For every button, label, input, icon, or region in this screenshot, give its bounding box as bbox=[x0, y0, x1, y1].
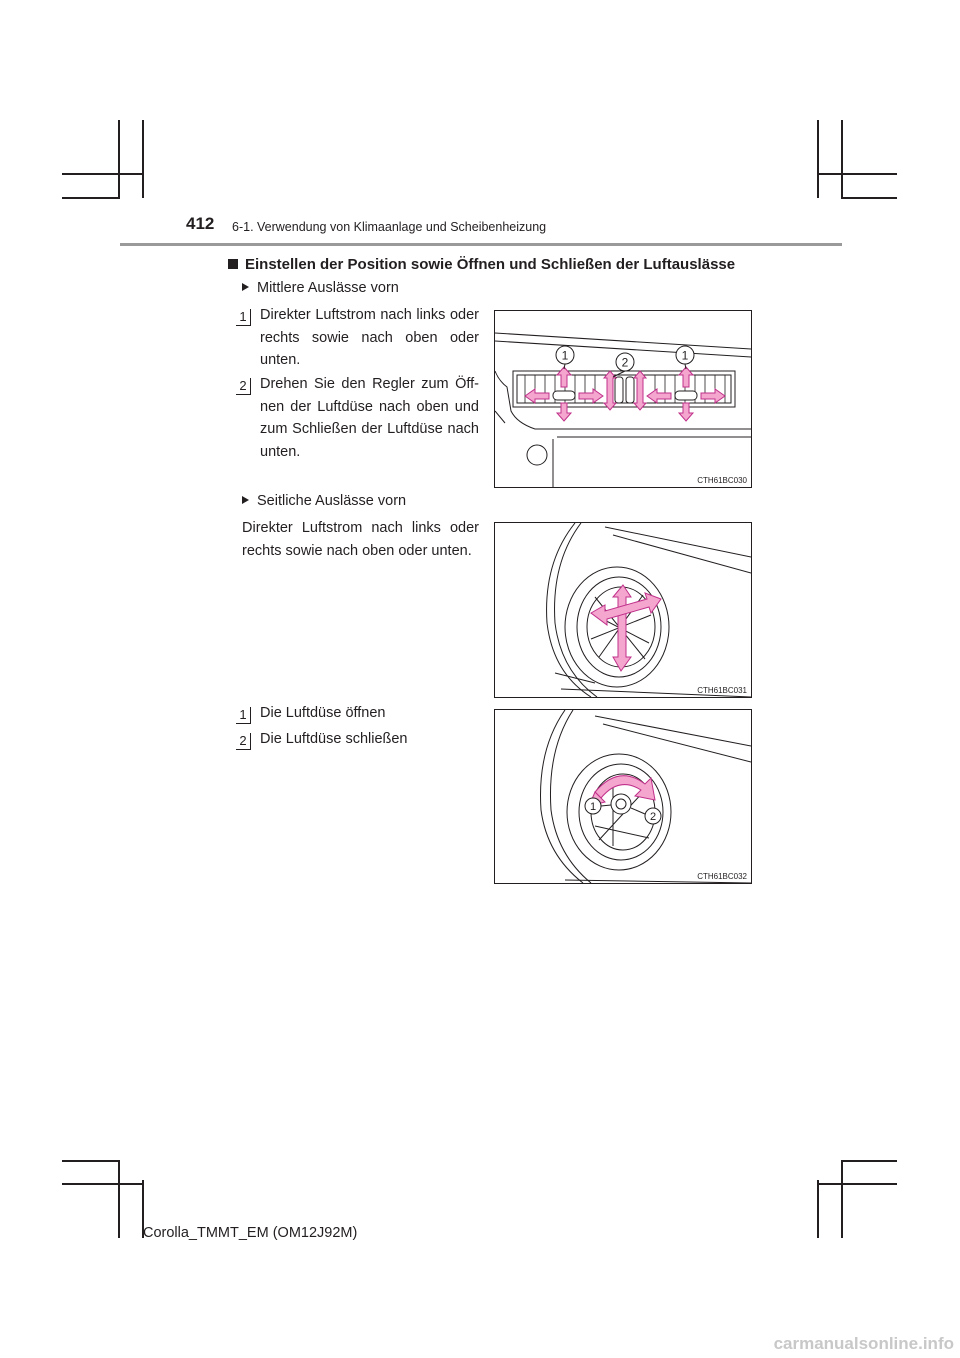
callout-label: 2 bbox=[649, 811, 657, 823]
callout-label: 1 bbox=[561, 348, 569, 363]
subheading-side-vents bbox=[242, 493, 406, 509]
callout-label: 2 bbox=[621, 355, 629, 370]
figure-center-vents bbox=[494, 310, 752, 488]
crop-mark bbox=[62, 1183, 142, 1185]
page-number: 412 bbox=[186, 214, 215, 233]
callout-label: 1 bbox=[589, 801, 597, 813]
subheading-center-vents bbox=[242, 280, 399, 296]
watermark: carmanualsonline.info bbox=[773, 1334, 954, 1353]
crop-mark bbox=[142, 120, 144, 198]
step-text: Drehen Sie den Regler zum Öff-nen der Luftdüse nach oben und zum Schließen der Luftdüse nach unten. bbox=[260, 376, 479, 460]
section-heading bbox=[228, 256, 735, 273]
step-number: 1 bbox=[236, 707, 251, 724]
document-id: Corolla_TMMT_EM (OM12J92M) bbox=[143, 1225, 358, 1241]
step-text: Die Luftdüse schließen bbox=[260, 731, 408, 747]
crop-mark bbox=[841, 1160, 897, 1162]
crop-mark bbox=[841, 120, 843, 198]
crop-mark bbox=[817, 173, 897, 175]
side-vent-dial-illustration bbox=[495, 710, 751, 883]
crop-mark bbox=[817, 120, 819, 198]
crop-mark bbox=[817, 1183, 897, 1185]
subheading-text: Mittlere Auslässe vorn bbox=[257, 280, 399, 296]
center-vents-illustration bbox=[495, 311, 751, 487]
step-number: 1 bbox=[236, 309, 251, 326]
square-bullet-icon bbox=[228, 259, 238, 269]
triangle-bullet-icon bbox=[242, 496, 249, 504]
side-vent-directions-illustration bbox=[495, 523, 751, 697]
header-divider bbox=[120, 243, 842, 246]
section-title-text: Einstellen der Position sowie Öffnen und Schließen der Luftauslässe bbox=[245, 256, 736, 273]
step-text: Die Luftdüse öffnen bbox=[260, 705, 386, 721]
crop-mark bbox=[62, 1160, 120, 1162]
figure-code: CTH61BC031 bbox=[697, 686, 747, 695]
figure-code: CTH61BC032 bbox=[697, 872, 747, 881]
crop-mark bbox=[841, 197, 897, 199]
step-text: Direkter Luftstrom nach links oder rechts sowie nach oben oder unten. bbox=[260, 307, 479, 368]
figure-side-vents bbox=[494, 522, 752, 698]
crop-mark bbox=[841, 1160, 843, 1238]
subheading-text: Seitliche Auslässe vorn bbox=[257, 493, 407, 509]
figure-open-close bbox=[494, 709, 752, 884]
crop-mark bbox=[62, 173, 142, 175]
chapter-title: 6-1. Verwendung von Klimaanlage und Scheibenheizung bbox=[232, 220, 547, 234]
callout-label: 1 bbox=[681, 348, 689, 363]
crop-mark bbox=[817, 1180, 819, 1238]
crop-mark bbox=[118, 120, 120, 198]
figure-code: CTH61BC030 bbox=[697, 476, 747, 485]
triangle-bullet-icon bbox=[242, 283, 249, 291]
crop-mark bbox=[62, 197, 120, 199]
crop-mark bbox=[118, 1160, 120, 1238]
side-vents-text: Direkter Luftstrom nach links oder rechts sowie nach oben oder unten. bbox=[242, 520, 479, 559]
step-number: 2 bbox=[236, 378, 251, 395]
step-number: 2 bbox=[236, 733, 251, 750]
